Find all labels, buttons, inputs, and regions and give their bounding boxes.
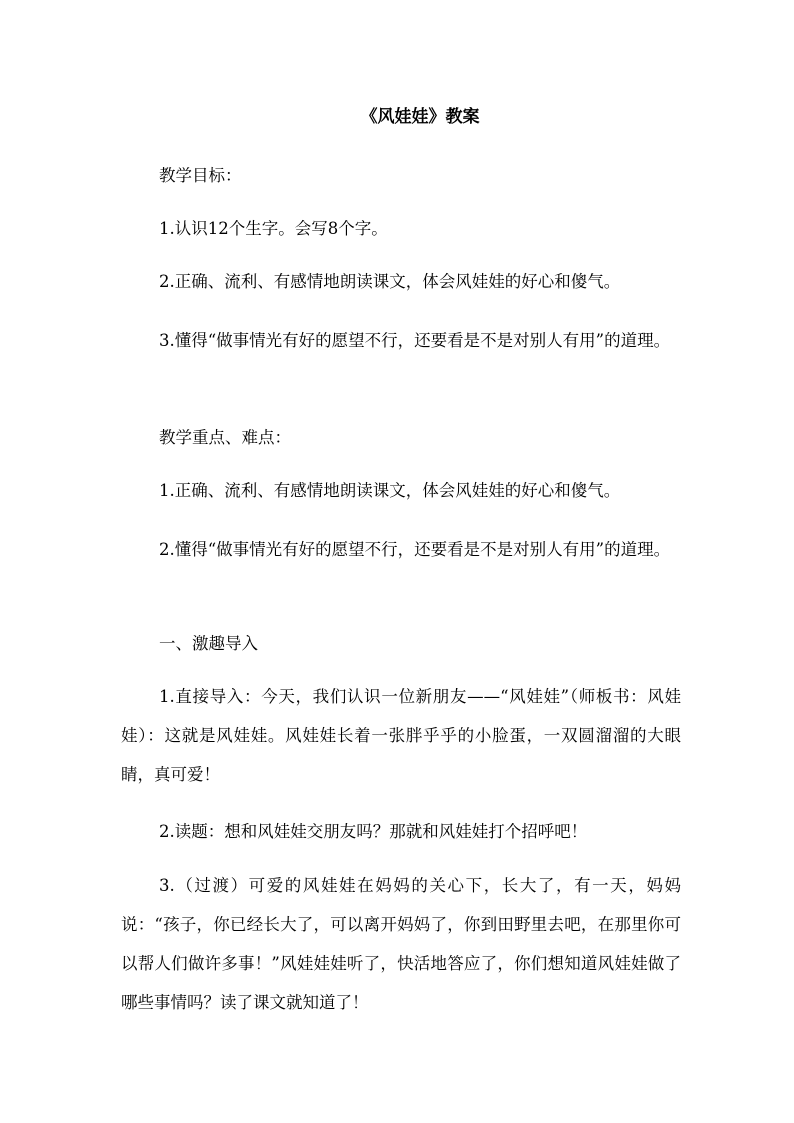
paragraph-intro-1: 1.直接导入：今天，我们认识一位新朋友——“风娃娃”（师板书：风娃娃）：这就是风娃娃。风娃娃长着一张胖乎乎的小脸蛋，一双圆溜溜的大眼睛，真可爱！ [121,687,681,784]
paragraph-section-heading: 一、激趣导入 [159,634,258,653]
paragraph-keypoint-1: 1.正确、流利、有感情地朗读课文，体会风娃娃的好心和傻气。 [159,481,621,500]
paragraph-keypoints-heading: 教学重点、难点： [159,428,291,447]
paragraph-objectives-heading: 教学目标： [159,166,242,185]
paragraph-objective-3: 3.懂得“做事情光有好的愿望不行，还要看是不是对别人有用”的道理。 [159,331,671,350]
paragraph-objective-1: 1.认识12个生字。会写8个字。 [159,219,388,238]
document-title: 《风娃娃》教案 [360,107,480,127]
paragraph-objective-2: 2.正确、流利、有感情地朗读课文，体会风娃娃的好心和傻气。 [159,272,621,291]
paragraph-keypoint-2: 2.懂得“做事情光有好的愿望不行，还要看是不是对别人有用”的道理。 [159,540,671,559]
paragraph-intro-2: 2.读题：想和风娃娃交朋友吗？那就和风娃娃打个招呼吧！ [159,822,588,841]
paragraph-intro-3: 3.（过渡）可爱的风娃娃在妈妈的关心下，长大了，有一天，妈妈说：“孩子，你已经长大了，可以离开妈妈了，你到田野里去吧，在那里你可以帮人们做许多事！”风娃娃娃听了，快活地答应了，你们想知道风娃娃做了哪些事情吗？读了课文就知道了！ [121,876,681,1012]
